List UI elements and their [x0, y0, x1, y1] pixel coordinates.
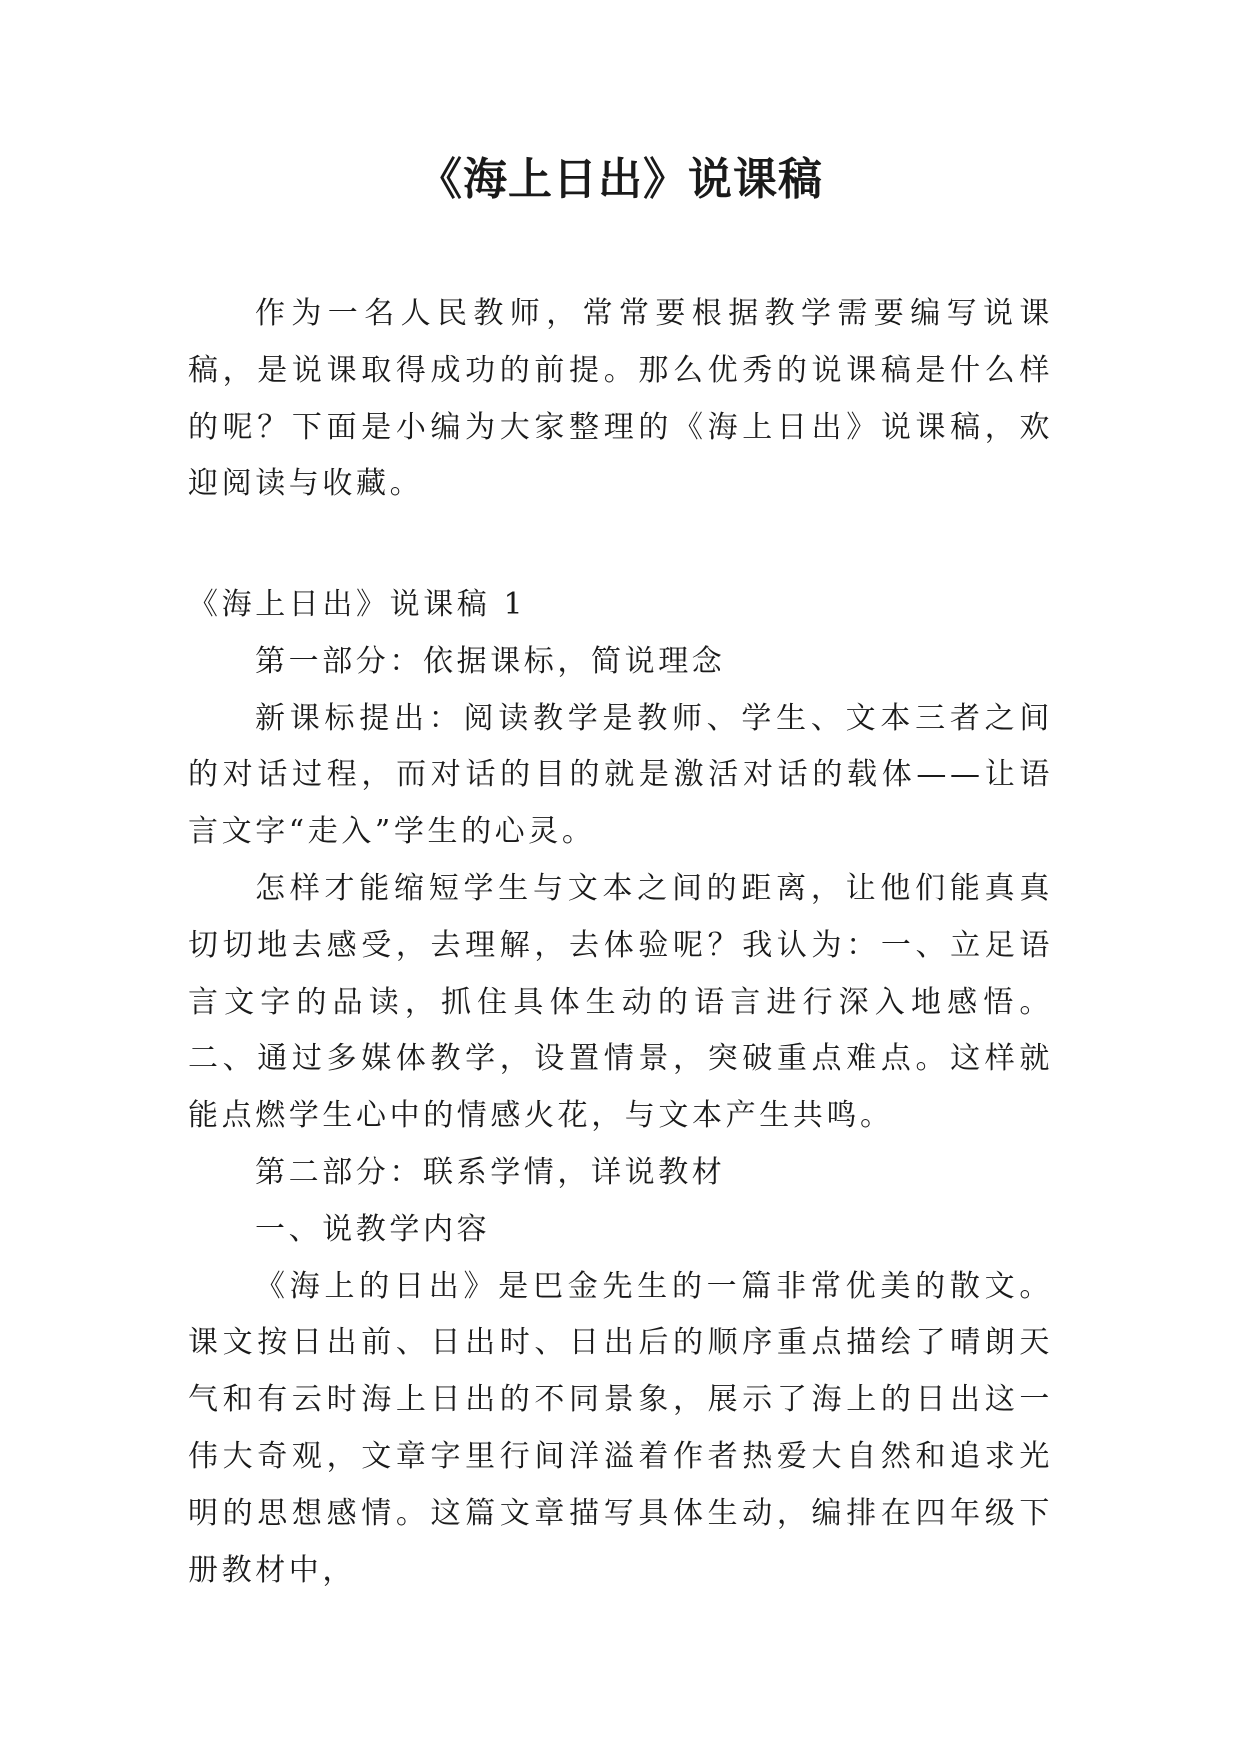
paragraph-part-two-heading: 第二部分：联系学情，详说教材	[255, 1154, 726, 1190]
paragraph-text-description: 《海上的日出》是巴金先生的一篇非常优美的散文。课文按日出前、日出时、日出后的顺序重点描绘了晴朗天气和有云时海上日出的不同景象，展示了海上的日出这一伟大奇观，文章字里行间洋溢着作者热爱大自然和追求光明的思想感情。这篇文章描写具体生动，编排在四年级下册教材中，	[188, 1268, 1053, 1588]
document-title: 《海上日出》说课稿	[418, 154, 823, 205]
section-1	[188, 577, 1053, 1599]
paragraph-part-one-heading: 第一部分：依据课标，简说理念	[255, 643, 726, 679]
intro-paragraph: 作为一名人民教师，常常要根据教学需要编写说课稿，是说课取得成功的前提。那么优秀的说课稿是什么样的呢？下面是小编为大家整理的《海上日出》说课稿，欢迎阅读与收藏。	[188, 296, 1053, 502]
paragraph-distance: 怎样才能缩短学生与文本之间的距离，让他们能真真切切地去感受，去理解，去体验呢？我认为：一、立足语言文字的品读，抓住具体生动的语言进行深入地感悟。二、通过多媒体教学，设置情景，突破重点难点。这样就能点燃学生心中的情感火花，与文本产生共鸣。	[188, 870, 1053, 1134]
section-heading: 《海上日出》说课稿 1	[188, 587, 527, 622]
paragraph-curriculum: 新课标提出：阅读教学是教师、学生、文本三者之间的对话过程，而对话的目的就是激活对话的载体——让语言文字“走入”学生的心灵。	[188, 700, 1053, 850]
paragraph-teaching-content-heading: 一、说教学内容	[255, 1211, 491, 1247]
